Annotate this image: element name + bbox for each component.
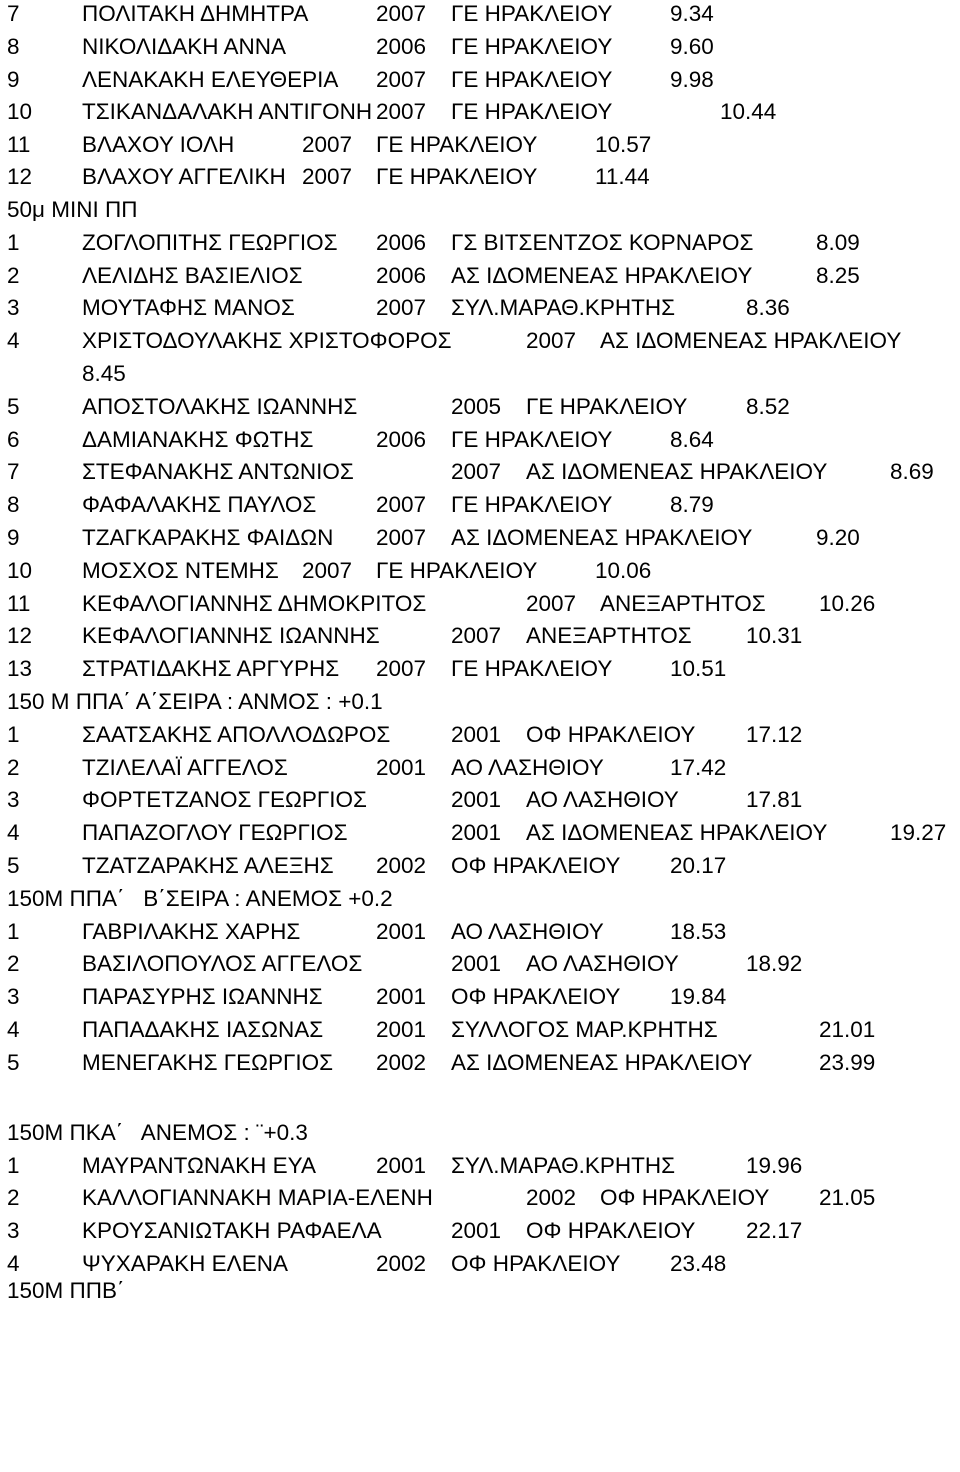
result-row: 2 ΤΖΙΛΕΛΑΪ ΑΓΓΕΛΟΣ 2001 ΑΟ ΛΑΣΗΘΙΟΥ 17.42 (7, 755, 727, 780)
result-row: 9 ΛΕΝΑΚΑΚΗ ΕΛΕΥΘΕΡΙΑ 2007 ΓΕ ΗΡΑΚΛΕΙΟΥ 9.98 (7, 67, 714, 92)
result-row: 2 ΒΑΣΙΛΟΠΟΥΛΟΣ ΑΓΓΕΛΟΣ 2001 ΑΟ ΛΑΣΗΘΙΟΥ 18.92 (7, 951, 803, 976)
result-row: 5 ΑΠΟΣΤΟΛΑΚΗΣ ΙΩΑΝΝΗΣ 2005 ΓΕ ΗΡΑΚΛΕΙΟΥ 8.52 (7, 394, 790, 419)
result-row: 10 ΤΣΙΚΑΝΔΑΛΑΚΗ ΑΝΤΙΓΟΝΗ 2007 ΓΕ ΗΡΑΚΛΕΙΟΥ 10.44 (7, 99, 777, 124)
result-row: 4 ΧΡΙΣΤΟΔΟΥΛΑΚΗΣ ΧΡΙΣΤΟΦΟΡΟΣ 2007 ΑΣ ΙΔΟΜΕΝΕΑΣ ΗΡΑΚΛΕΙΟΥ (7, 328, 902, 353)
section-title-150m-pka: 150Μ ΠΚΑ΄ ΑΝΕΜΟΣ : ¨+0.3 (7, 1120, 308, 1145)
result-row: 8 ΝΙΚΟΛΙΔΑΚΗ ΑΝΝΑ 2006 ΓΕ ΗΡΑΚΛΕΙΟΥ 9.60 (7, 34, 714, 59)
result-row: 1 ΜΑΥΡΑΝΤΩΝΑΚΗ ΕΥΑ 2001 ΣΥΛ.ΜΑΡΑΘ.ΚΡΗΤΗΣ 19.96 (7, 1153, 803, 1178)
result-row: 1 ΣΑΑΤΣΑΚΗΣ ΑΠΟΛΛΟΔΩΡΟΣ 2001 ΟΦ ΗΡΑΚΛΕΙΟΥ 17.12 (7, 722, 803, 747)
result-row: 4 ΠΑΠΑΖΟΓΛΟΥ ΓΕΩΡΓΙΟΣ 2001 ΑΣ ΙΔΟΜΕΝΕΑΣ ΗΡΑΚΛΕΙΟΥ 19.27 (7, 820, 947, 845)
section-title-150m-ppb: 150Μ ΠΠΒ΄ (7, 1278, 125, 1303)
result-row: 1 ΖΟΓΛΟΠΙΤΗΣ ΓΕΩΡΓΙΟΣ 2006 ΓΣ ΒΙΤΣΕΝΤΖΟΣ ΚΟΡΝΑΡΟΣ 8.09 (7, 230, 860, 255)
result-row: 3 ΚΡΟΥΣΑΝΙΩΤΑΚΗ ΡΑΦΑΕΛΑ 2001 ΟΦ ΗΡΑΚΛΕΙΟΥ 22.17 (7, 1218, 803, 1243)
result-row: 5 ΜΕΝΕΓΑΚΗΣ ΓΕΩΡΓΙΟΣ 2002 ΑΣ ΙΔΟΜΕΝΕΑΣ ΗΡΑΚΛΕΙΟΥ 23.99 (7, 1050, 876, 1075)
result-row: 2 ΚΑΛΛΟΓΙΑΝΝΑΚΗ ΜΑΡΙΑ-ΕΛΕΝΗ 2002 ΟΦ ΗΡΑΚΛΕΙΟΥ 21.05 (7, 1185, 876, 1210)
result-row: 3 ΜΟΥΤΑΦΗΣ ΜΑΝΟΣ 2007 ΣΥΛ.ΜΑΡΑΘ.ΚΡΗΤΗΣ 8.36 (7, 295, 790, 320)
section-title-150m-b: 150Μ ΠΠΑ΄ Β΄ΣΕΙΡΑ : ΑΝΕΜΟΣ +0.2 (7, 886, 393, 911)
result-row: 11 ΒΛΑΧΟΥ ΙΟΛΗ 2007 ΓΕ ΗΡΑΚΛΕΙΟΥ 10.57 (7, 132, 652, 157)
result-row: 2 ΛΕΛΙΔΗΣ ΒΑΣΙΕΛΙΟΣ 2006 ΑΣ ΙΔΟΜΕΝΕΑΣ ΗΡΑΚΛΕΙΟΥ 8.25 (7, 263, 860, 288)
result-row: 7 ΣΤΕΦΑΝΑΚΗΣ ΑΝΤΩΝΙΟΣ 2007 ΑΣ ΙΔΟΜΕΝΕΑΣ ΗΡΑΚΛΕΙΟΥ 8.69 (7, 459, 934, 484)
result-row: 10 ΜΟΣΧΟΣ ΝΤΕΜΗΣ 2007 ΓΕ ΗΡΑΚΛΕΙΟΥ 10.06 (7, 558, 652, 583)
result-row: 3 ΦΟΡΤΕΤΖΑΝΟΣ ΓΕΩΡΓΙΟΣ 2001 ΑΟ ΛΑΣΗΘΙΟΥ 17.81 (7, 787, 803, 812)
result-row: 8 ΦΑΦΑΛΑΚΗΣ ΠΑΥΛΟΣ 2007 ΓΕ ΗΡΑΚΛΕΙΟΥ 8.79 (7, 492, 714, 517)
result-row-wrap: 8.45 (82, 361, 126, 386)
result-row: 7 ΠΟΛΙΤΑΚΗ ΔΗΜΗΤΡΑ 2007 ΓΕ ΗΡΑΚΛΕΙΟΥ 9.34 (7, 1, 714, 26)
result-row: 13 ΣΤΡΑΤΙΔΑΚΗΣ ΑΡΓΥΡΗΣ 2007 ΓΕ ΗΡΑΚΛΕΙΟΥ 10.51 (7, 656, 727, 681)
result-row: 5 ΤΖΑΤΖΑΡΑΚΗΣ ΑΛΕΞΗΣ 2002 ΟΦ ΗΡΑΚΛΕΙΟΥ 20.17 (7, 853, 727, 878)
result-row: 11 ΚΕΦΑΛΟΓΙΑΝΝΗΣ ΔΗΜΟΚΡΙΤΟΣ 2007 ΑΝΕΞΑΡΤΗΤΟΣ 10.26 (7, 591, 876, 616)
result-row: 1 ΓΑΒΡΙΛΑΚΗΣ ΧΑΡΗΣ 2001 ΑΟ ΛΑΣΗΘΙΟΥ 18.53 (7, 919, 727, 944)
result-row: 3 ΠΑΡΑΣΥΡΗΣ ΙΩΑΝΝΗΣ 2001 ΟΦ ΗΡΑΚΛΕΙΟΥ 19.84 (7, 984, 727, 1009)
result-row: 4 ΠΑΠΑΔΑΚΗΣ ΙΑΣΩΝΑΣ 2001 ΣΥΛΛΟΓΟΣ ΜΑΡ.ΚΡΗΤΗΣ 21.01 (7, 1017, 876, 1042)
section-title-150m-a: 150 Μ ΠΠΑ΄ Α΄ΣΕΙΡΑ : ΑΝΜΟΣ : +0.1 (7, 689, 383, 714)
result-row: 9 ΤΖΑΓΚΑΡΑΚΗΣ ΦΑΙΔΩΝ 2007 ΑΣ ΙΔΟΜΕΝΕΑΣ ΗΡΑΚΛΕΙΟΥ 9.20 (7, 525, 860, 550)
result-row: 12 ΚΕΦΑΛΟΓΙΑΝΝΗΣ ΙΩΑΝΝΗΣ 2007 ΑΝΕΞΑΡΤΗΤΟΣ 10.31 (7, 623, 803, 648)
result-row: 12 ΒΛΑΧΟΥ ΑΓΓΕΛΙΚΗ 2007 ΓΕ ΗΡΑΚΛΕΙΟΥ 11.44 (7, 164, 650, 189)
section-title-50m: 50μ ΜΙΝΙ ΠΠ (7, 197, 138, 222)
result-row: 4 ΨΥΧΑΡΑΚΗ ΕΛΕΝΑ 2002 ΟΦ ΗΡΑΚΛΕΙΟΥ 23.48 (7, 1251, 727, 1276)
result-row: 6 ΔΑΜΙΑΝΑΚΗΣ ΦΩΤΗΣ 2006 ΓΕ ΗΡΑΚΛΕΙΟΥ 8.64 (7, 427, 714, 452)
